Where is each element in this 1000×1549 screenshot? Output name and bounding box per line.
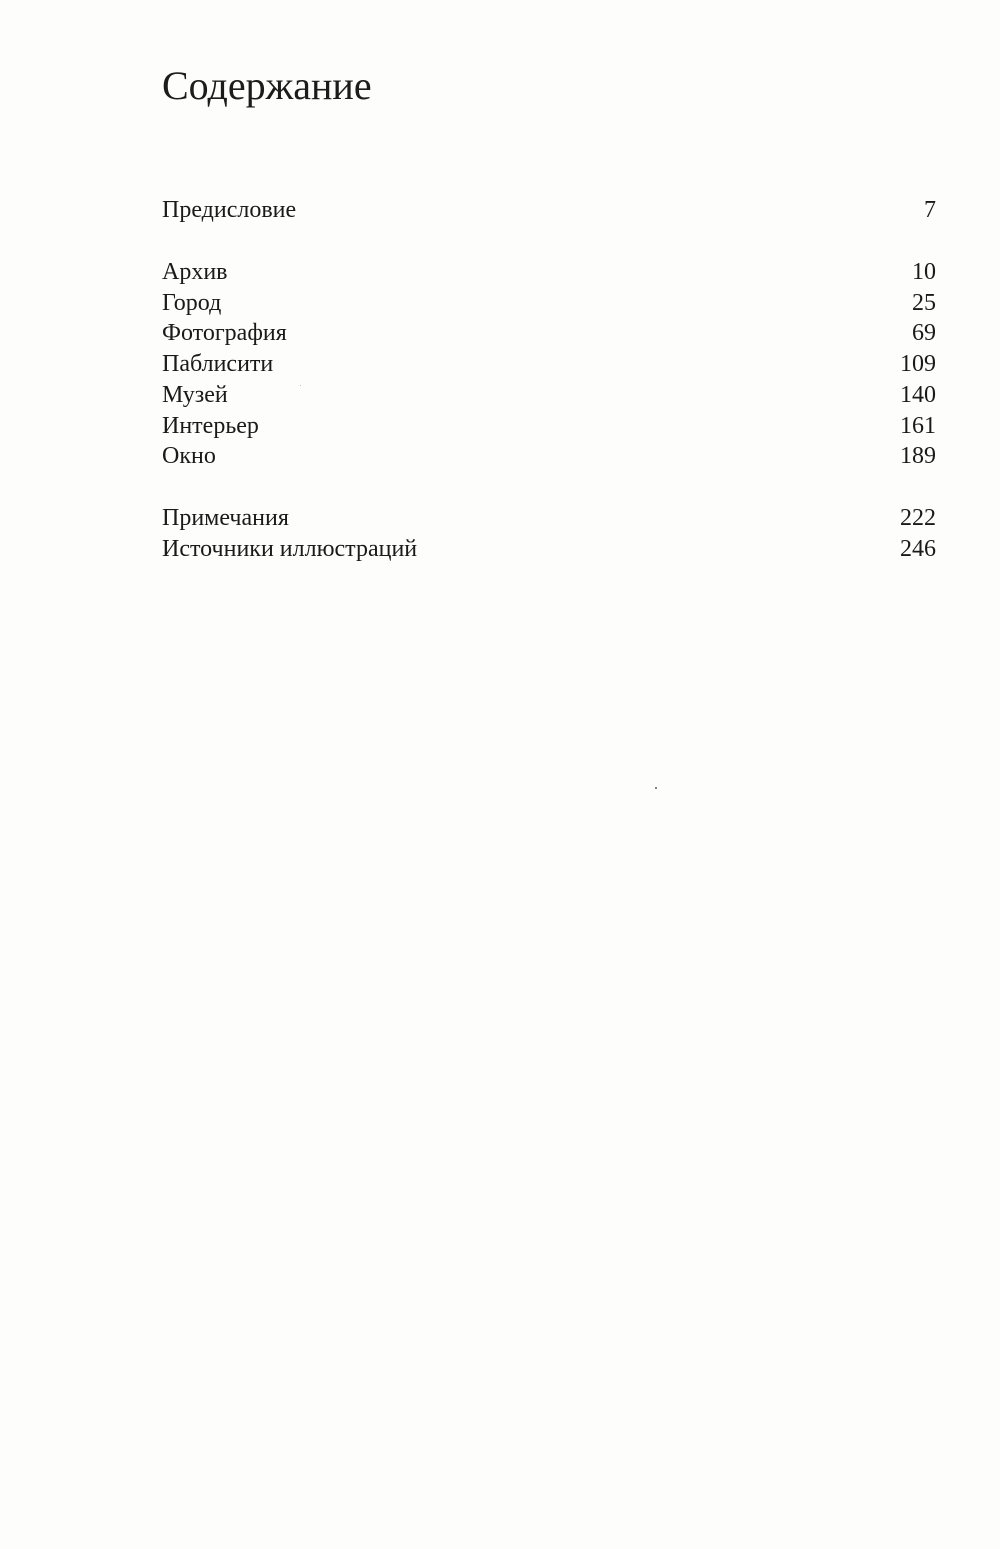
- toc-entry[interactable]: [162, 349, 936, 380]
- toc-entry-page: 25: [912, 289, 936, 316]
- toc-entry-page: 10: [912, 258, 936, 285]
- toc-entry[interactable]: [162, 257, 936, 288]
- toc-entry-page: 69: [912, 320, 936, 347]
- toc-entry[interactable]: [162, 288, 936, 319]
- table-of-contents: [162, 195, 936, 565]
- toc-group-front-matter: [162, 195, 936, 226]
- toc-entry-page: 7: [924, 197, 936, 223]
- toc-entry-label: Паблисити: [162, 351, 274, 377]
- toc-entry[interactable]: [162, 441, 936, 472]
- toc-entry-page: 189: [900, 443, 936, 470]
- toc-entry-page: 140: [900, 381, 936, 408]
- scan-speck: [300, 385, 301, 386]
- toc-entry-label: Интерьер: [162, 412, 259, 439]
- toc-entry-label: Источники иллюстраций: [162, 535, 418, 562]
- scan-speck: [655, 787, 657, 789]
- toc-entry-page: 222: [900, 505, 936, 531]
- toc-entry[interactable]: [162, 318, 936, 349]
- toc-entry[interactable]: [162, 534, 936, 565]
- toc-entry-label: Предисловие: [162, 197, 297, 223]
- toc-entry-page: 161: [900, 412, 936, 439]
- toc-entry[interactable]: [162, 503, 936, 534]
- toc-entry-label: Музей: [162, 381, 228, 408]
- toc-entry-page: 109: [900, 351, 936, 377]
- toc-entry[interactable]: [162, 411, 936, 442]
- toc-entry-label: Город: [162, 289, 222, 316]
- toc-entry-page: 246: [900, 535, 936, 562]
- toc-entry-label: Архив: [162, 258, 228, 285]
- toc-entry-label: Фотография: [162, 320, 287, 347]
- toc-entry[interactable]: [162, 380, 936, 411]
- toc-entry-label: Примечания: [162, 505, 289, 531]
- page-title: Содержание: [162, 63, 372, 108]
- toc-group-back-matter: [162, 503, 936, 565]
- toc-entry-label: Окно: [162, 443, 216, 470]
- toc-group-chapters: [162, 257, 936, 472]
- toc-entry[interactable]: [162, 195, 936, 226]
